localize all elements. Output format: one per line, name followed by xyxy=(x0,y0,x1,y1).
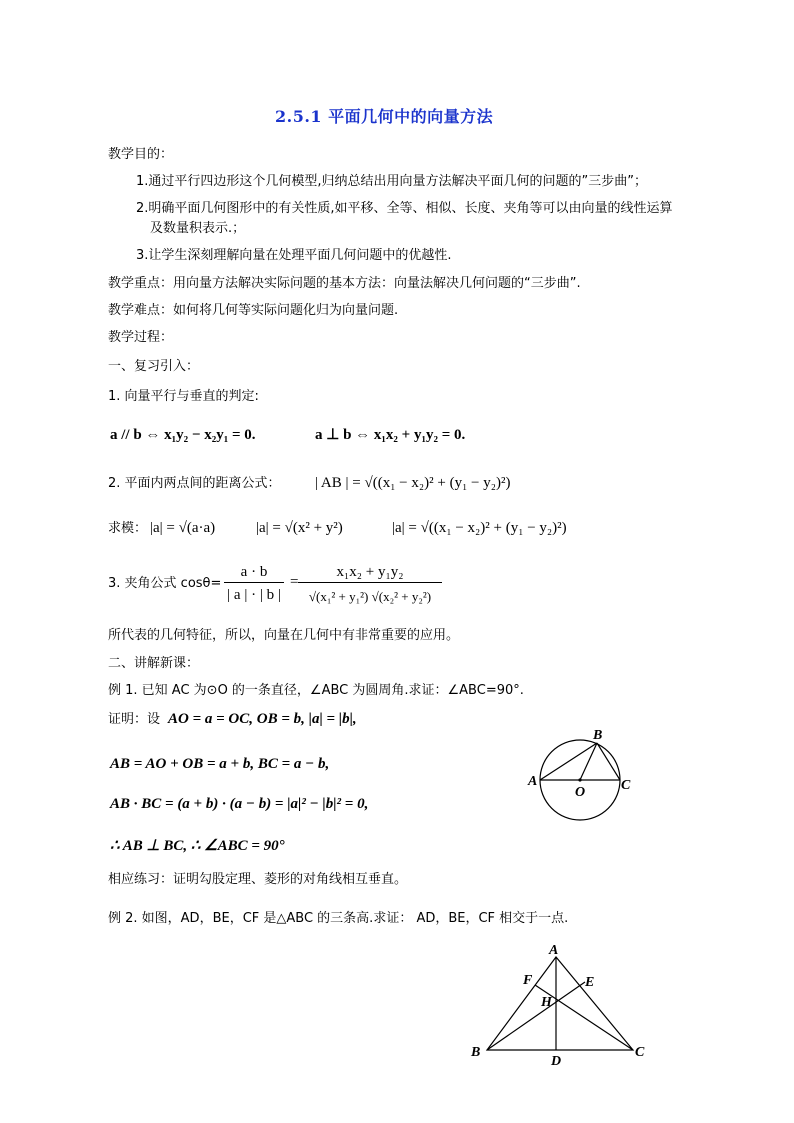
fraction-bar-1 xyxy=(224,582,284,583)
label-C2: C xyxy=(635,1045,645,1060)
objective-item-2: 2.明确平面几何图形中的有关性质,如平移、全等、相似、长度、夹角等可以由向量的线性运算 xyxy=(136,201,673,216)
formula-distance: | AB | = √((x₁ − x₂)² + (y₁ − y₂)²) xyxy=(315,475,511,491)
objective-item-3: 3.让学生深刻理解向量在处理平面几何问题中的优越性. xyxy=(136,248,452,263)
review-item-3: 3. 夹角公式 cosθ= xyxy=(108,576,222,591)
label-A: A xyxy=(528,774,538,789)
review-summary: 所代表的几何特征，所以，向量在几何中有非常重要的应用。 xyxy=(108,628,460,643)
label-E: E xyxy=(585,975,595,990)
label-B: B xyxy=(593,728,603,743)
practice-note: 相应练习：证明勾股定理、菱形的对角线相互垂直。 xyxy=(108,872,408,887)
key-point: 教学重点：用向量方法解决实际问题的基本方法：向量法解决几何问题的“三步曲”. xyxy=(108,276,581,291)
review-heading: 一、复习引入： xyxy=(108,359,200,374)
proof-line-4: ∴ AB ⊥ BC, ∴ ∠ABC = 90° xyxy=(110,838,285,854)
angle-denominator-1: | a | · | b | xyxy=(227,587,281,603)
formula-modulus-1: |a| = √(a·a) xyxy=(150,520,216,536)
difficulty: 教学难点：如何将几何等实际问题化归为向量问题. xyxy=(108,303,399,318)
example-1: 例 1. 已知 AC 为⊙O 的一条直径，∠ABC 为圆周角.求证：∠ABC=90°. xyxy=(108,683,524,698)
process-heading: 教学过程： xyxy=(108,330,174,345)
review-item-2: 2. 平面内两点间的距离公式： xyxy=(108,476,281,491)
modulus-label: 求模： xyxy=(108,521,148,536)
objective-item-1: 1.通过平行四边形这个几何模型,归纳总结出用向量方法解决平面几何的问题的”三步曲”； xyxy=(136,174,648,189)
formula-modulus-2: |a| = √(x² + y²) xyxy=(256,520,343,536)
proof-line-1: AO = a = OC, OB = b, |a| = |b|, xyxy=(168,711,357,727)
example-2: 例 2. 如图，AD，BE，CF 是△ABC 的三条高.求证： AD，BE，CF 相交于一点. xyxy=(108,911,569,926)
page-title: 2.5.1 平面几何中的向量方法 xyxy=(275,107,494,126)
proof-intro: 证明：设 xyxy=(108,712,161,727)
formula-parallel: a // b ⇔ x₁y₂ − x₂y₁ = 0. xyxy=(110,427,256,443)
formula-perpendicular: a ⊥ b ⇔ x₁x₂ + y₁y₂ = 0. xyxy=(315,427,466,443)
review-item-1: 1. 向量平行与垂直的判定: xyxy=(108,389,259,404)
label-O: O xyxy=(575,785,586,800)
label-B2: B xyxy=(471,1045,481,1060)
label-F: F xyxy=(523,973,533,988)
proof-line-2: AB = AO + OB = a + b, BC = a − b, xyxy=(110,756,330,772)
formula-modulus-3: |a| = √((x₁ − x₂)² + (y₁ − y₂)²) xyxy=(392,520,567,536)
objective-item-2-cont: 及数量积表示.； xyxy=(150,221,246,236)
label-H: H xyxy=(541,995,552,1010)
label-C: C xyxy=(621,778,631,793)
angle-denominator-2: √(x₁² + y₁²) √(x₂² + y₂²) xyxy=(308,589,432,604)
proof-line-3: AB · BC = (a + b) · (a − b) = |a|² − |b|² = 0, xyxy=(110,796,369,812)
objectives-heading: 教学目的： xyxy=(108,147,174,162)
new-lesson-heading: 二、讲解新课： xyxy=(108,656,200,671)
label-D: D xyxy=(551,1054,562,1069)
angle-numerator-2: x₁x₂ + y₁y₂ xyxy=(336,564,404,580)
fraction-bar-2 xyxy=(298,582,442,583)
circle-figure xyxy=(525,725,640,825)
label-A2: A xyxy=(549,943,559,958)
equals-sign: = xyxy=(290,574,299,590)
triangle-figure xyxy=(465,940,655,1070)
angle-numerator-1: a · b xyxy=(240,564,268,580)
